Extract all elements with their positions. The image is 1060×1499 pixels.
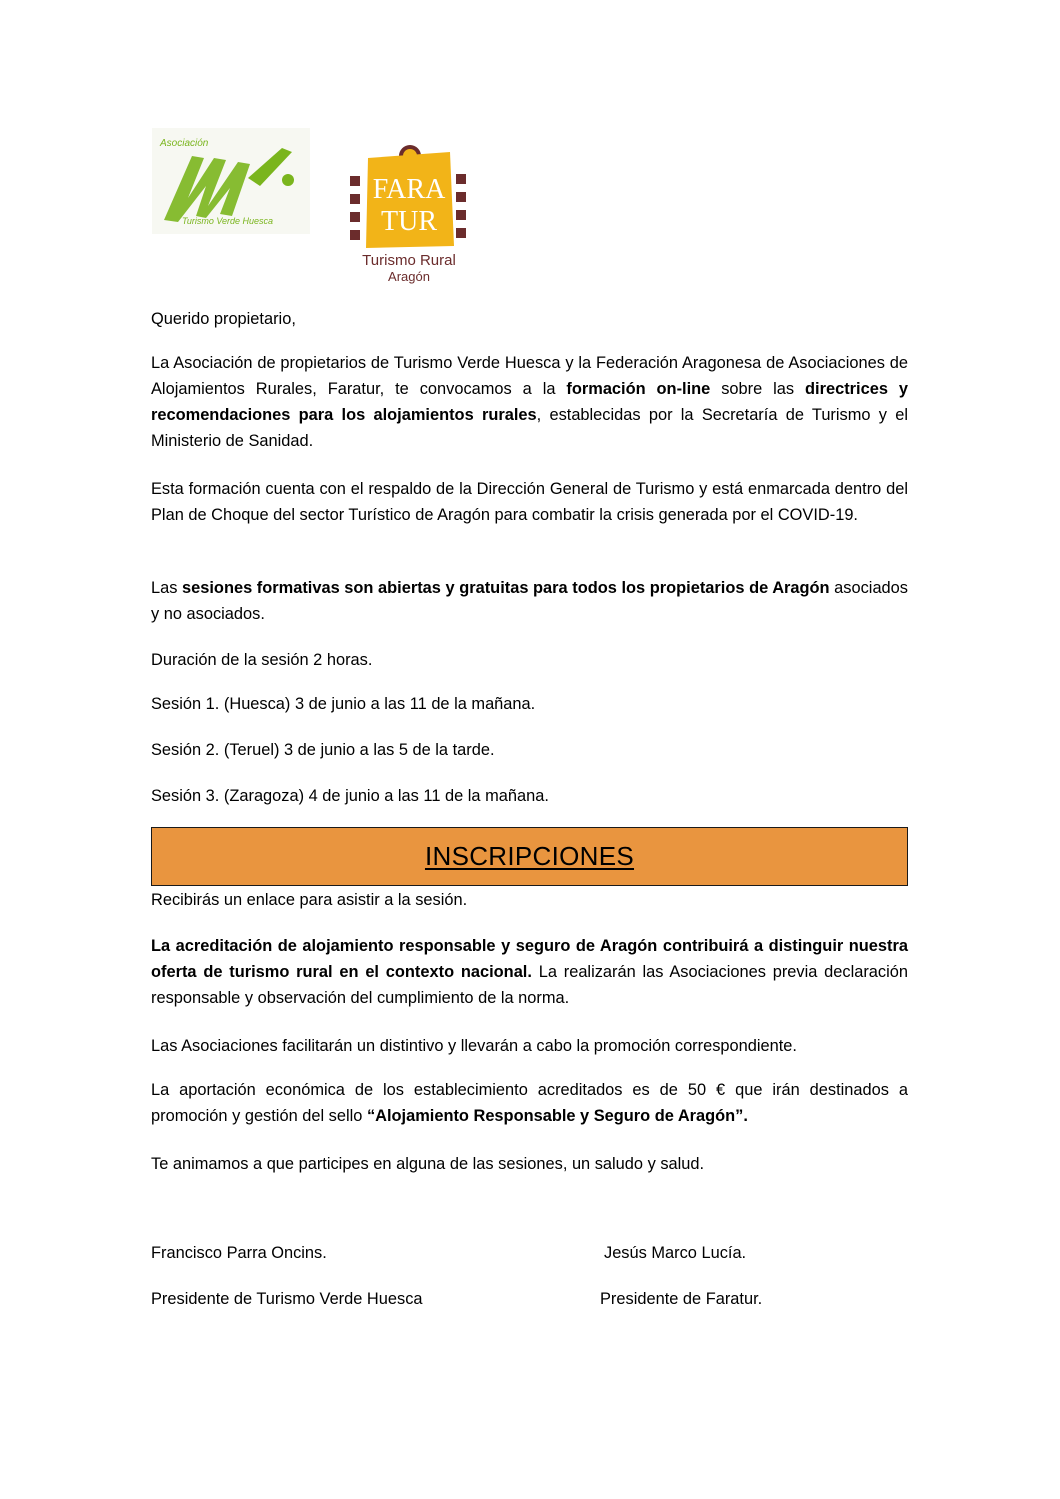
support-paragraph: Esta formación cuenta con el respaldo de la Dirección General de Turismo y está enmarcada dentro del Plan de Choque del sector Turístico de Aragón para combatir la crisis generada por el COVID-19. — [151, 480, 908, 524]
inscripciones-label[interactable]: INSCRIPCIONES — [424, 841, 635, 871]
left-signatory-title: Presidente de Turismo Verde Huesca — [151, 1290, 423, 1308]
accreditation-bold: La acreditación de alojamiento responsable y seguro de Aragón contribuirá a distinguir nuestra oferta de turismo rural en el contexto nacional. — [151, 937, 908, 981]
sessions-free-text-2: asociados y no asociados. — [151, 579, 908, 623]
svg-text:Turismo Rural: Turismo Rural — [362, 252, 456, 269]
left-signatory-name: Francisco Parra Oncins. — [151, 1244, 327, 1262]
link-note: Recibirás un enlace para asistir a la sesión. — [151, 891, 468, 909]
right-signatory-title: Presidente de Faratur. — [600, 1290, 763, 1308]
svg-text:FARA: FARA — [372, 174, 446, 205]
intro-bold-1: formación on-line — [566, 380, 711, 398]
greeting: Querido propietario, — [151, 310, 296, 328]
intro-text-1: La Asociación de propietarios de Turismo Verde Huesca y la Federación Aragonesa de Asociaciones de Alojamientos Rurales, Faratur, te convocamos a la — [151, 354, 908, 398]
contribution-paragraph — [151, 1077, 908, 1129]
session-3: Sesión 3. (Zaragoza) 4 de junio a las 11 de la mañana. — [151, 787, 549, 805]
right-signatory-name: Jesús Marco Lucía. — [604, 1244, 747, 1262]
badge-paragraph: Las Asociaciones facilitarán un distintivo y llevarán a cabo la promoción correspondiente. — [151, 1037, 797, 1055]
contribution-text: La aportación económica de los establecimiento acreditados es de 50 € que irán destinados a promoción y gestión del sello — [151, 1081, 908, 1125]
accreditation-text: La realizarán las Asociaciones previa declaración responsable y observación del cumplimiento de la norma. — [151, 963, 908, 1007]
faratur-logo — [346, 138, 470, 288]
session-2: Sesión 2. (Teruel) 3 de junio a las 5 de la tarde. — [151, 741, 495, 759]
accreditation-paragraph — [151, 933, 908, 1011]
duration-line: Duración de la sesión 2 horas. — [151, 651, 373, 669]
sessions-free-paragraph — [151, 575, 908, 627]
intro-text-3: , establecidas por la Secretaría de Turismo y el Ministerio de Sanidad. — [151, 406, 908, 450]
intro-text-2: sobre las — [710, 380, 806, 398]
intro-bold-2: directrices y recomendaciones para los alojamientos rurales — [151, 380, 908, 424]
svg-text:Asociación: Asociación — [160, 138, 209, 149]
svg-text:Aragón: Aragón — [388, 269, 430, 284]
turismo-verde-huesca-logo — [152, 128, 310, 234]
sessions-free-text-1: Las — [151, 579, 183, 597]
intro-paragraph — [151, 350, 908, 454]
sessions-free-bold: sesiones formativas son abiertas y gratuitas para todos los propietarios de Aragón — [182, 579, 830, 597]
svg-text:TUR: TUR — [381, 206, 437, 237]
session-1: Sesión 1. (Huesca) 3 de junio a las 11 de la mañana. — [151, 695, 536, 713]
contribution-seal-name: “Alojamiento Responsable y Seguro de Aragón”. — [366, 1107, 748, 1125]
svg-text:Turismo Verde Huesca: Turismo Verde Huesca — [182, 216, 274, 226]
closing-paragraph: Te animamos a que participes en alguna de las sesiones, un saludo y salud. — [151, 1155, 705, 1173]
inscripciones-banner[interactable] — [151, 827, 908, 886]
